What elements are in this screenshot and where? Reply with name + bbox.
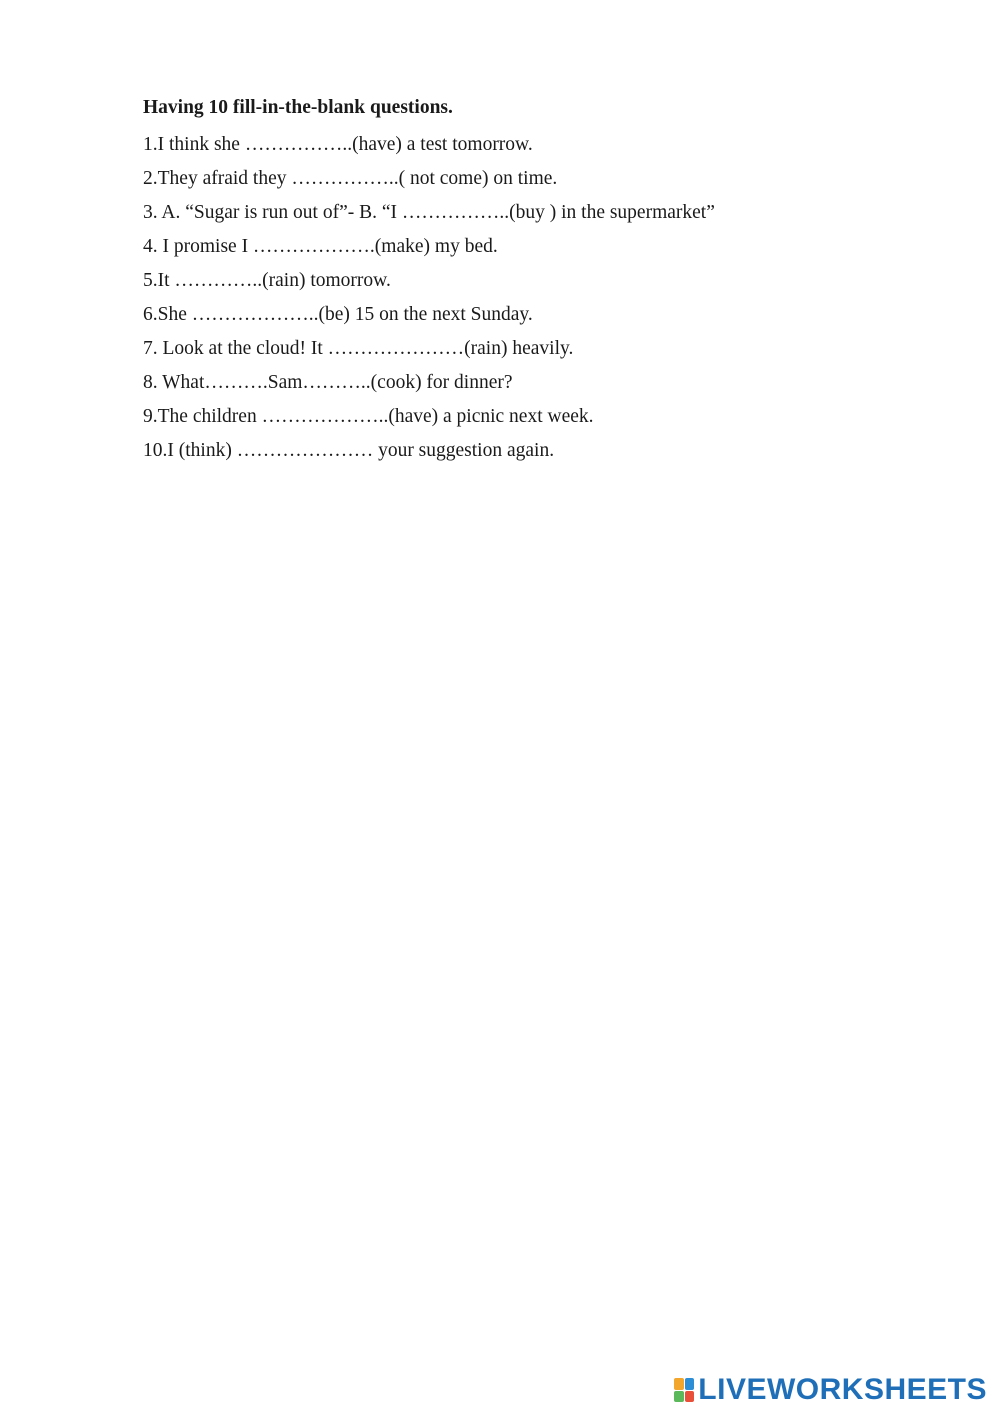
question-item: 8. What……….Sam………..(cook) for dinner? [143,372,513,393]
question-item: 9.The children ………………..(have) a picnic next week. [143,406,594,427]
liveworksheets-logo [674,1372,987,1408]
worksheet [143,94,923,468]
question-item: 2.They afraid they ……………..( not come) on time. [143,168,558,189]
logo-tile [674,1391,684,1403]
question-item: 5.It …………..(rain) tomorrow. [143,270,391,291]
logo-tile [674,1378,684,1390]
question-item: 6.She ………………..(be) 15 on the next Sunday. [143,304,533,325]
question-item: 7. Look at the cloud! It …………………(rain) heavily. [143,338,574,359]
logo-text: LIVEWORKSHEETS [698,1373,987,1406]
question-item: 10.I (think) ………………… your suggestion again. [143,440,555,461]
logo-tile [685,1391,695,1403]
liveworksheets-logo-icon [674,1378,694,1402]
question-item: 3. A. “Sugar is run out of”- B. “I ……………..(buy ) in the supermarket” [143,202,715,223]
worksheet-heading: Having 10 fill-in-the-blank questions. [143,97,453,118]
question-item: 1.I think she ……………..(have) a test tomorrow. [143,134,533,155]
logo-tile [685,1378,695,1390]
question-list [143,128,923,468]
question-item: 4. I promise I ……………….(make) my bed. [143,236,498,257]
